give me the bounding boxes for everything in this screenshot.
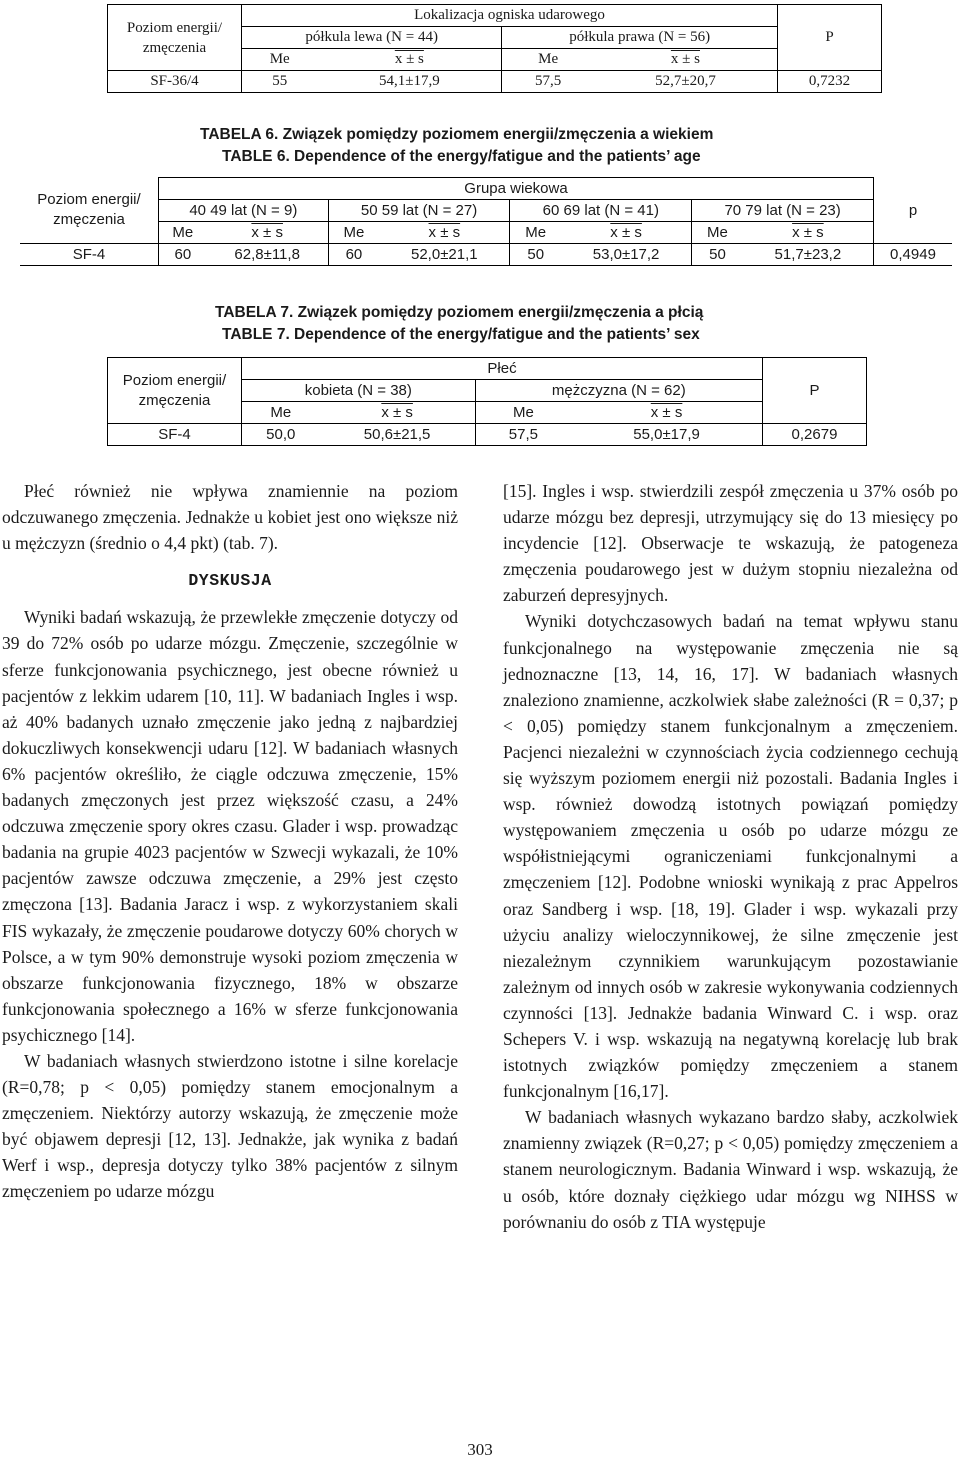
table-group-header: Grupa wiekowa xyxy=(159,178,874,200)
table-row xyxy=(108,424,867,446)
table-row-header: Poziom energii/ zmęczenia xyxy=(108,358,242,424)
cell: 57,5 xyxy=(475,424,571,446)
cell: 60 xyxy=(159,244,207,266)
table-sex xyxy=(107,357,867,446)
group-female: kobieta (N = 38) xyxy=(242,380,476,402)
group-age: 60 69 lat (N = 41) xyxy=(510,200,692,222)
cell: 50,0 xyxy=(242,424,320,446)
cell: 52,0±21,1 xyxy=(379,244,510,266)
table-caption-pl: TABELA 7. Związek pomiędzy poziomem energii/zmęczenia a płcią xyxy=(215,304,704,321)
sub-me: Me xyxy=(692,222,743,244)
cell: 50 xyxy=(692,244,743,266)
p-header: p xyxy=(908,201,918,219)
sub-mean-sd: x ± s xyxy=(571,402,762,424)
sub-me: Me xyxy=(159,222,207,244)
group-male: mężczyzna (N = 62) xyxy=(475,380,762,402)
group-left-hemisphere: półkula lewa (N = 44) xyxy=(242,27,502,49)
p-value: 0,4949 xyxy=(874,244,953,266)
group-age: 40 49 lat (N = 9) xyxy=(159,200,329,222)
cell: 57,5 xyxy=(502,71,594,93)
table-caption-pl: TABELA 6. Związek pomiędzy poziomem energii/zmęczenia a wiekiem xyxy=(200,126,714,143)
table-group-header: Lokalizacja ogniska udarowego xyxy=(242,5,778,27)
sub-me: Me xyxy=(502,49,594,71)
sub-me: Me xyxy=(242,49,318,71)
table-caption-en: TABLE 7. Dependence of the energy/fatigue and the patients’ sex xyxy=(222,326,700,343)
table-age xyxy=(20,177,952,266)
p-header: P xyxy=(778,5,882,71)
paragraph: [15]. Ingles i wsp. stwierdzili zespół zmęczenia u 37% osób po udarze mózgu bez depresji, utrzymujący się do 13 miesięcy po incydencie [12]. Obserwacje te wskazują, że patogeneza zmęczenia poudarowego jest w dużym stopniu niezależna od zaburzeń depresyjnych. xyxy=(503,481,958,606)
section-heading: DYSKUSJA xyxy=(188,571,272,591)
sub-mean-sd: x ± s xyxy=(320,402,476,424)
group-right-hemisphere: półkula prawa (N = 56) xyxy=(502,27,778,49)
p-header: P xyxy=(763,358,867,424)
sub-me: Me xyxy=(328,222,379,244)
sub-mean-sd: x ± s xyxy=(317,49,501,71)
paragraph: Płeć również nie wpływa znamiennie na poziom odczuwanego zmęczenia. Jednakże u kobiet jest ono większe niż u mężczyzn (średnio o 4,4 pkt) (tab. 7). xyxy=(2,481,458,554)
paragraph: Wyniki badań wskazują, że przewlekłe zmęczenie dotyczy od 39 do 72% osób po udarze mózgu. Zmęczenie, szczególnie w sferze funkcjonowania psychicznego, jest obecne również u pacjentów z lekkim udarem [10, 11]. W badaniach Ingles i wsp. aż 40% badanych uznało zmęczenie jako jedną z najbardziej dokuczliwych konsekwencji udaru [12]. W badaniach własnych 6% pacjentów określiło, że ciągle odczuwa zmęczenie, 15% badanych zmęczonych jest przez większość czasu, a 24% odczuwa zmęczenie spory okres czasu. Glader i wsp. prowadząc badania na grupie 4023 pacjentów w Szwecji wykazali, że 10% pacjentów zawsze odczuwa zmęczenie, a 29% jest często zmęczona [13]. Badania Jaracz i wsp. z wykorzystaniem skali FIS wykazały, że zmęczenie poudarowe dotyczy 60% chorych w Polsce, a w tym 90% demonstruje wysoki poziom zmęczenia w obszarze funkcjonowania fizycznego, 18% w obszarze funkcjonowania społecznego a 16% w sferze funkcjonowania psychicznego [14]. xyxy=(2,607,458,1045)
table-caption-en: TABLE 6. Dependence of the energy/fatigue and the patients’ age xyxy=(222,148,701,165)
cell: 55 xyxy=(242,71,318,93)
table-location xyxy=(107,4,882,93)
cell: 50,6±21,5 xyxy=(320,424,476,446)
sub-me: Me xyxy=(242,402,320,424)
cell: 50 xyxy=(510,244,561,266)
sub-me: Me xyxy=(475,402,571,424)
right-text-column xyxy=(503,478,958,1235)
paragraph: W badaniach własnych stwierdzono istotne i silne korelacje (R=0,78; p < 0,05) pomiędzy stanem emocjonalnym a zmęczeniem. Niektórzy autorzy wskazują, że zmęczenie może być objawem depresji [12, 13]. Jednakże, jak wynika z badań Werf i wsp., depresja dotyczy tylko 38% pacjentów z silnym zmęczeniem po udarze mózgu xyxy=(2,1050,458,1202)
cell: 54,1±17,9 xyxy=(317,71,501,93)
sub-me: Me xyxy=(510,222,561,244)
row-label: SF-36/4 xyxy=(108,71,242,93)
row-label: SF-4 xyxy=(20,244,159,266)
table-row xyxy=(20,244,952,266)
p-value: 0,7232 xyxy=(778,71,882,93)
group-age: 50 59 lat (N = 27) xyxy=(328,200,510,222)
row-label: SF-4 xyxy=(108,424,242,446)
cell: 55,0±17,9 xyxy=(571,424,762,446)
sub-mean-sd: x ± s xyxy=(561,222,692,244)
cell: 62,8±11,8 xyxy=(207,244,329,266)
table-row-header: Poziom energii/ zmęczenia xyxy=(37,191,141,229)
sub-mean-sd: x ± s xyxy=(207,222,329,244)
table-row-header: Poziom energii/ zmęczenia xyxy=(108,5,242,71)
cell: 51,7±23,2 xyxy=(743,244,874,266)
table-group-header: Płeć xyxy=(242,358,763,380)
table-row xyxy=(108,71,882,93)
page-number: 303 xyxy=(467,1440,493,1459)
paragraph: W badaniach własnych wykazano bardzo słaby, aczkolwiek znamienny związek (R=0,27; p < 0,05) pomiędzy zmęczeniem a stanem neurologicznym. Badania Winward i wsp. wskazują, że u osób, które doznały ciężkiego udar mózgu wg NIHSS w porównaniu do osób z TIA występuje xyxy=(503,1107,958,1232)
paragraph: Wyniki dotychczasowych badań na temat wpływu stanu funkcjonalnego na występowanie zmęczenia nie są jednoznaczne [13, 14, 16, 17]. W badaniach własnych znaleziono znamienne, aczkolwiek słabe zależności (R = 0,37; p < 0,05) pomiędzy stanem funkcjonalnym a zmęczeniem. Pacjenci niezależni w czynnościach życia codziennego cechują się wyższym poziomem energii niż pozostali. Badania Ingles i wsp. również dowodzą istotnych powiązań pomiędzy występowaniem zmęczenia u osób po udarze mózgu ze współistniejącymi ograniczeniami funkcjonalnymi a zmęczeniem [12]. Podobne wnioski wynikają z prac Appelros oraz Sandberg i wsp. [18, 19]. Glader i wsp. wykazali przy użyciu analizy wieloczynnikowej, że silne zmęczenie jest niezależnym czynnikiem warunkującym pozostawianie zależnym od innych osób w zakresie wykonywania codziennych czynności [13]. Jednakże badania Winward C. i wsp. oraz Schepers V. i wsp. wskazują na negatywną korelację lub brak istotnych związków pomiędzy zmęczeniem a stanem funkcjonalnym [16,17]. xyxy=(503,611,958,1102)
cell: 60 xyxy=(328,244,379,266)
sub-mean-sd: x ± s xyxy=(743,222,874,244)
sub-mean-sd: x ± s xyxy=(379,222,510,244)
cell: 52,7±20,7 xyxy=(594,71,778,93)
group-age: 70 79 lat (N = 23) xyxy=(692,200,874,222)
cell: 53,0±17,2 xyxy=(561,244,692,266)
p-value: 0,2679 xyxy=(763,424,867,446)
left-text-column xyxy=(2,478,458,1205)
sub-mean-sd: x ± s xyxy=(594,49,778,71)
